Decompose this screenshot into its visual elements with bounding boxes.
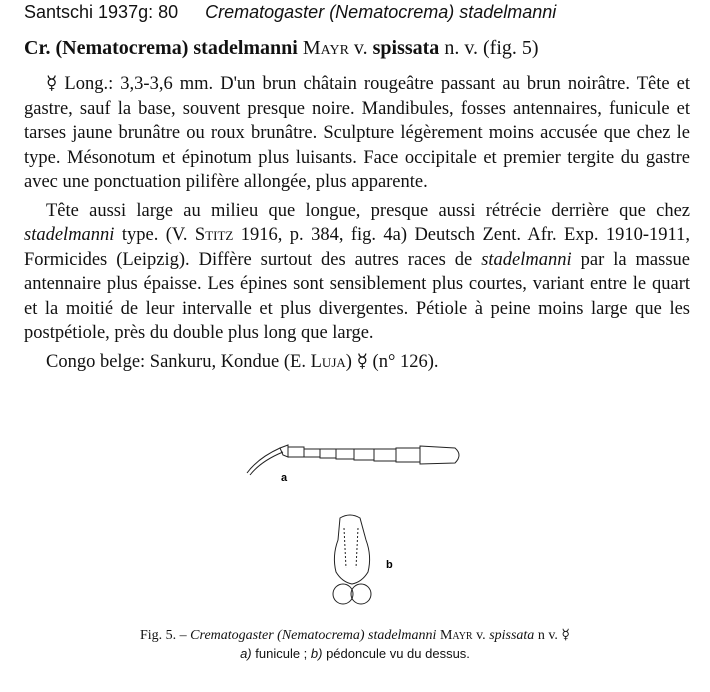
caption-text: pédoncule vu du dessus. — [322, 646, 470, 661]
paragraph-comparison — [24, 199, 690, 346]
figure-reference: (fig. 5) — [483, 37, 539, 59]
pedicel-drawing — [333, 515, 371, 604]
collector-name: Luja — [310, 351, 346, 372]
paragraph-text: Long.: 3,3-3,6 mm. D'un brun châtain rougeâtre passant au brun noirâtre. Tête et gastre, sauf la base, souvent presque noire. Mandibules, fosses antennaires, funicule et tarses jaune brunâtre ou roux brunâtre. Sculpture légèrement moins accusée que chez le type. Mésonotum et épinotum plus luisants. Face occipitale et premier tergite du gastre avec une ponctuation pilifère allongée, plus apparente. — [24, 74, 690, 192]
figure-label-b: b — [386, 559, 393, 571]
worker-symbol: ☿ — [561, 628, 570, 643]
taxon-author: Mayr — [302, 37, 349, 59]
taxon-genus-species: Cr. (Nematocrema) stadelmanni — [24, 37, 298, 59]
caption-key-b: b) — [310, 646, 323, 661]
text-run: par la massue antennaire plus épaisse. Les épines sont sensiblement plus courtes, variant entre le quart et la moitié de leur intervalle et plus divergentes. Pétiole à peine moins large que les postpétiole, près du double plus long que large. — [24, 249, 690, 343]
text-run: type. (V. — [114, 225, 195, 245]
header-taxon-title: Crematogaster (Nematocrema) stadelmanni — [205, 2, 557, 22]
paragraph-locality — [24, 350, 690, 375]
italic-taxon: stadelmanni — [481, 249, 572, 270]
taxon-heading — [24, 37, 704, 60]
figure-label-a: a — [281, 472, 288, 484]
page-header — [24, 2, 704, 23]
worker-symbol: ☿ — [46, 74, 58, 94]
paragraph-description — [24, 72, 690, 195]
text-run: Congo belge: Sankuru, Kondue (E. — [46, 351, 311, 372]
worker-symbol: ☿ — [356, 351, 368, 372]
caption-author: Mayr — [436, 628, 473, 643]
text-run: (n° 126). — [367, 351, 439, 372]
taxon-status: n. v. — [444, 37, 479, 59]
figure-caption — [40, 627, 670, 663]
caption-line-2 — [40, 645, 670, 663]
antenna-funicule-drawing — [247, 445, 459, 475]
caption-line-1 — [40, 627, 670, 645]
caption-species: Crematogaster (Nematocrema) stadelmanni — [190, 628, 437, 643]
text-run: ) — [345, 351, 357, 372]
caption-rank: v. — [472, 628, 490, 643]
caption-variety: spissata — [489, 628, 535, 643]
source-reference: Santschi 1937g: 80 — [24, 2, 179, 22]
text-run: 1916, p. 384, fig. 4a) Deutsch Zent. Afr. Exp. 1910-1911, Formicides (Leipzig). Diffère surtout des autres races de — [24, 225, 690, 270]
caption-figure-number: Fig. 5. – — [139, 628, 191, 643]
text-run: Tête aussi large au milieu que longue, presque aussi rétrécie derrière que chez — [46, 200, 690, 221]
caption-key-a: a) — [240, 646, 252, 661]
description-body — [24, 72, 690, 374]
caption-text: funicule ; — [251, 646, 311, 661]
italic-taxon: stadelmanni — [24, 225, 115, 245]
caption-status: n v. — [534, 628, 562, 643]
author-name: Stitz — [194, 225, 234, 245]
taxon-variety-name: spissata — [372, 37, 440, 59]
taxon-rank: v. — [353, 37, 368, 59]
